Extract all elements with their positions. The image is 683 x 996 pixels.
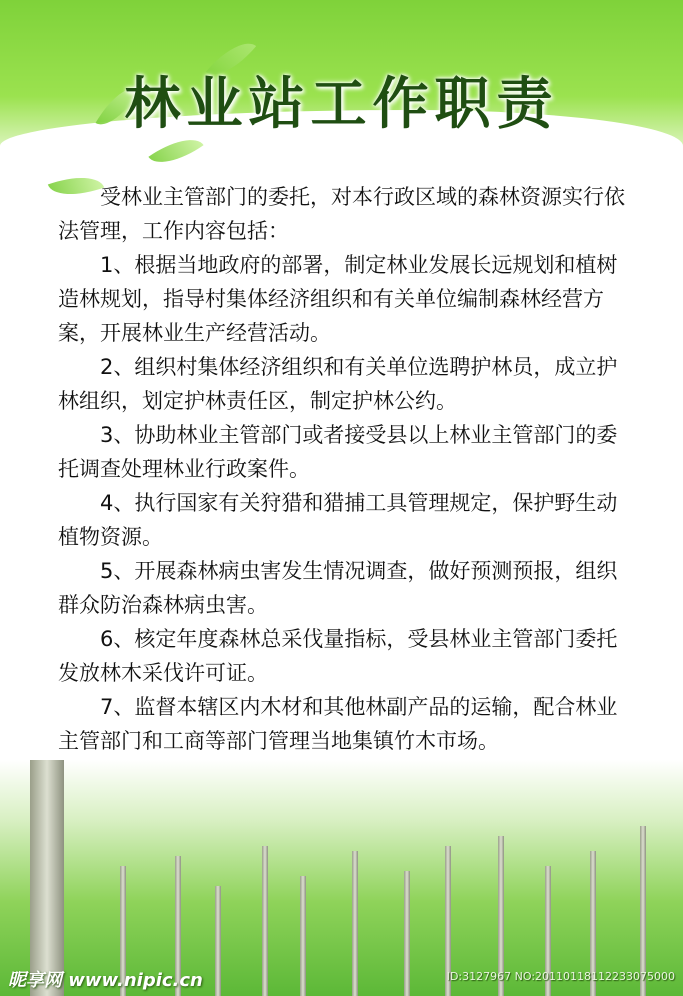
duty-text xyxy=(58,180,628,758)
watermark-id: ID:3127967 NO:20110118112233075000 xyxy=(446,970,675,983)
duty-item-4: 4、执行国家有关狩猎和猎捕工具管理规定，保护野生动植物资源。 xyxy=(58,491,618,549)
duty-item-5: 5、开展森林病虫害发生情况调查，做好预测预报，组织群众防治森林病虫害。 xyxy=(58,559,618,617)
watermark-logo: 昵享网 www.nipic.cn xyxy=(8,970,203,991)
duty-item-6: 6、核定年度森林总采伐量指标，受县林业主管部门委托发放林木采伐许可证。 xyxy=(58,627,618,685)
duty-item-3: 3、协助林业主管部门或者接受县以上林业主管部门的委托调查处理林业行政案件。 xyxy=(58,423,618,481)
forest-background xyxy=(0,760,683,996)
duty-item-1: 1、根据当地政府的部署，制定林业发展长远规划和植树造林规划，指导村集体经济组织和有关单位编制森林经营方案，开展林业生产经营活动。 xyxy=(58,253,618,345)
duty-item-7: 7、监督本辖区内木材和其他林副产品的运输，配合林业主管部门和工商等部门管理当地集镇竹木市场。 xyxy=(58,695,618,753)
tree-trunk xyxy=(30,760,64,996)
watermark-bar xyxy=(0,962,683,996)
duty-item-2: 2、组织村集体经济组织和有关单位选聘护林员，成立护林组织，划定护林责任区，制定护林公约。 xyxy=(58,355,618,413)
intro-paragraph: 受林业主管部门的委托，对本行政区域的森林资源实行依法管理，工作内容包括： xyxy=(58,185,625,243)
page-title: 林业站工作职责 xyxy=(124,72,559,137)
